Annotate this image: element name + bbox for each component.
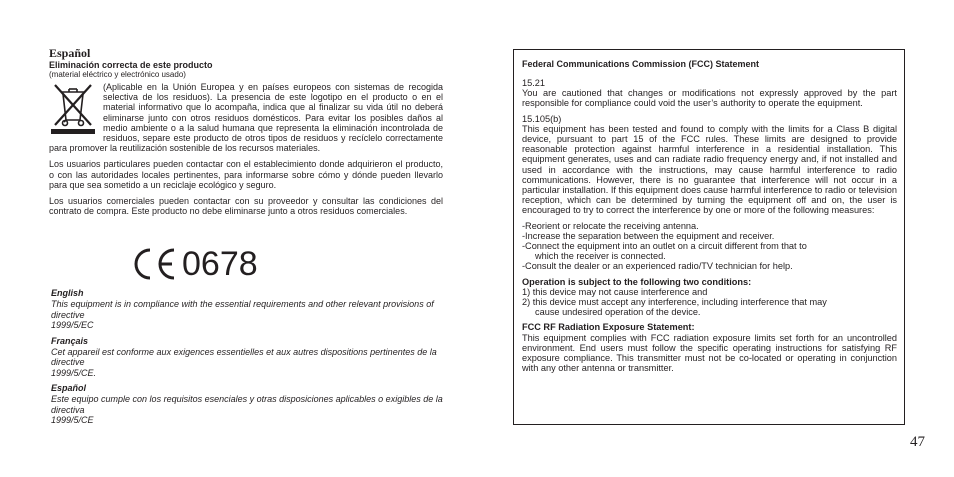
- declaration-french: [51, 336, 445, 379]
- section-15-105-label: 15.105(b): [522, 113, 562, 124]
- conditions-heading: Operation is subject to the following two conditions:: [522, 276, 752, 287]
- weee-block: [49, 82, 443, 153]
- measure-item: -Reorient or relocate the receiving antenna.: [522, 220, 699, 231]
- declaration-text: Cet appareil est conforme aux exigences essentielles et aux autres dispositions pertinentes de la directive: [51, 346, 437, 367]
- condition-item: 1) this device may not cause interference and: [522, 286, 708, 297]
- declaration-directive: 1999/5/CE: [51, 415, 94, 425]
- ce-logo-icon: [130, 247, 178, 281]
- ce-mark: [130, 247, 258, 281]
- fcc-statement-box: [513, 49, 905, 425]
- declaration-english: [51, 288, 445, 331]
- notified-body-number: 0678: [182, 245, 258, 283]
- condition-item: 2) this device must accept any interference, including interference that may: [522, 297, 827, 308]
- fcc-title: Federal Communications Commission (FCC) Statement: [522, 59, 760, 69]
- declaration-spanish: [51, 383, 445, 426]
- measure-item: which the receiver is connected.: [535, 251, 666, 262]
- declaration-directive: 1999/5/EC: [51, 320, 94, 330]
- declaration-text: This equipment is in compliance with the essential requirements and other relevant provisions of directive: [51, 299, 434, 320]
- page-number: 47: [910, 434, 925, 450]
- caution-paragraph: You are cautioned that changes or modifications not expressly approved by the part responsible for compliance could void the user’s authority to operate the equipment.: [522, 88, 897, 109]
- declaration-text: Este equipo cumple con los requisitos esenciales y otras disposiciones aplicables o exigibles de la directiva: [51, 394, 443, 415]
- declaration-directive: 1999/5/CE.: [51, 367, 97, 378]
- section-15-21-label: 15.21: [522, 78, 545, 88]
- crossed-out-bin-icon: [51, 82, 95, 134]
- declaration-language: Español: [51, 383, 87, 393]
- rf-exposure-text: This equipment complies with FCC radiation exposure limits set forth for an uncontrolled environment. End users must follow the specific operating instructions for satisfying RF exposure compliance. This transmitter must not be co-located or operating in conjunction with any other antenna or transmitter.: [522, 332, 897, 374]
- weee-heading: Eliminación correcta de este producto: [49, 60, 213, 70]
- business-users-paragraph: Los usuarios comerciales pueden contactar con su proveedor y consultar las condiciones del contrato de compra. Este producto no debe eliminarse junto a otros residuos comerciales.: [49, 196, 443, 217]
- measure-item: -Increase the separation between the equipment and receiver.: [522, 230, 775, 241]
- declarations: [51, 288, 445, 431]
- weee-subheading: (material eléctrico y electrónico usado): [49, 70, 186, 79]
- declaration-language: Français: [51, 335, 89, 346]
- language-title: Español: [49, 46, 91, 60]
- measure-item: -Consult the dealer or an experienced radio/TV technician for help.: [522, 261, 793, 272]
- measures-list: [522, 221, 897, 272]
- declaration-language: English: [51, 288, 84, 298]
- condition-item: cause undesired operation of the device.: [535, 307, 701, 318]
- spanish-weee-section: [49, 47, 443, 216]
- measure-item: -Connect the equipment into an outlet on a circuit different from that to: [522, 241, 807, 252]
- class-b-statement: This equipment has been tested and found to comply with the limits for a Class B digital device, pursuant to part 15 of the FCC rules. These limits are designed to provide reasonable protection against harmful interference in a residential installation. This equipment generates, uses and can radiate radio frequency energy and, if not installed and used in accordance with the instructions, may cause harmful interference to radio communications. However, there is no guarantee that interference will not occur in a particular installation. If this equipment does cause harmful interference to radio or television reception, which can be determined by turning the equipment off and on, the user is encouraged to try to correct the interference by one or more of the following measures:: [522, 123, 897, 216]
- rf-exposure-heading: FCC RF Radiation Exposure Statement:: [522, 322, 695, 333]
- fcc-content: [522, 59, 897, 373]
- private-users-paragraph: Los usuarios particulares pueden contactar con el establecimiento donde adquirieron el producto, o con las autoridades locales pertinentes, para informarse sobre cómo y dónde pueden llevarlo para que sea sometido a un reciclaje ecológico y seguro.: [49, 159, 443, 190]
- weee-bar: [51, 129, 95, 134]
- weee-paragraph: (Aplicable en la Unión Europea y en países europeos con sistemas de recogida selectiva de los residuos). La presencia de este logotipo en el producto o en el material informativo que lo acompaña, indica que al finalizar su vida útil no deberá eliminarse junto con otros residuos domésticos. Para evitar los posibles daños al medio ambiente o a la salud humana que representa la eliminación incontrolada de residuos, separe este producto de otros tipos de residuos y recíclelo correctamente para promover la reutilización sostenible de los recursos materiales.: [49, 82, 443, 154]
